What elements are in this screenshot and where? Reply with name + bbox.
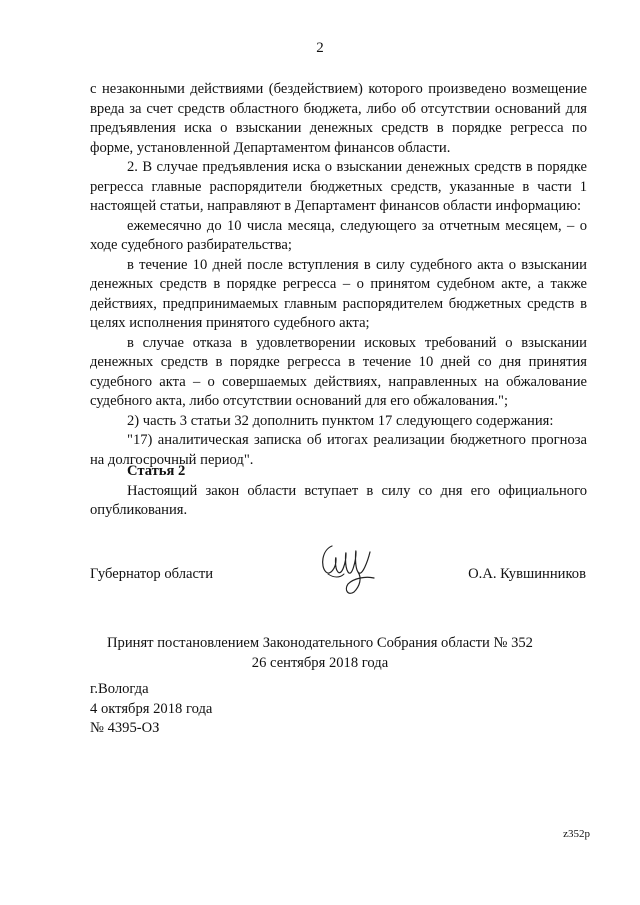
place-date-number	[90, 680, 212, 739]
document-code: z352р	[563, 828, 590, 840]
article-2	[90, 462, 587, 521]
adoption-note	[0, 634, 640, 673]
paragraph-part-2: 2. В случае предъявления иска о взыскании денежных средств в порядке регресса главные распорядители бюджетных средств, указанные в части 1 настоящей статьи, направляют в Департамент финансов области информацию:	[90, 159, 587, 214]
adoption-line-2: 26 сентября 2018 года	[251, 654, 389, 671]
page-number: 2	[316, 40, 324, 56]
paragraph-judgment-report: в течение 10 дней после вступления в силу судебного акта о взыскании денежных средств в порядке регресса – о принятом судебном акте, а также действиях, предпринимаемых главным распорядителем бюджетных средств в целях исполнения принятого судебного акта;	[90, 256, 587, 331]
paragraph-monthly-report: ежемесячно до 10 числа месяца, следующего за отчетным месяцем, – о ходе судебного разбирательства;	[90, 217, 587, 253]
paragraph-refusal-report: в случае отказа в удовлетворении исковых требований о взыскании денежных средств в порядке регресса в течение 10 дней со дня принятия судебного акта – о совершаемых действиях, направленных на обжалование судебного акта, либо отсутствии оснований для его обжалования.";	[90, 334, 587, 409]
signing-date: 4 октября 2018 года	[90, 700, 213, 717]
law-number: № 4395-ОЗ	[90, 720, 160, 736]
paragraph-continuation: с незаконными действиями (бездействием) которого произведено возмещение вреда за счет средств областного бюджета, либо об отсутствии оснований для предъявления иска о взыскании денежных средств в порядке регресса по форме, установленной Департаментом финансов области.	[90, 81, 587, 156]
adoption-line-1: Принят постановлением Законодательного Собрания области № 352	[107, 635, 533, 651]
governor-name: О.А. Кувшинников	[468, 566, 586, 582]
article-2-text: Настоящий закон области вступает в силу со дня его официального опубликования.	[90, 482, 587, 518]
governor-title: Губернатор области	[90, 566, 214, 582]
paragraph-item-17: "17) аналитическая записка об итогах реализации бюджетного прогноза на долгосрочный период".	[90, 432, 587, 468]
law-text-body	[90, 80, 587, 470]
article-2-title: Статья 2	[127, 463, 186, 479]
handwritten-signature	[318, 538, 380, 598]
paragraph-amendment-2: 2) часть 3 статьи 32 дополнить пунктом 17 следующего содержания:	[127, 412, 554, 429]
city: г.Вологда	[90, 681, 149, 697]
